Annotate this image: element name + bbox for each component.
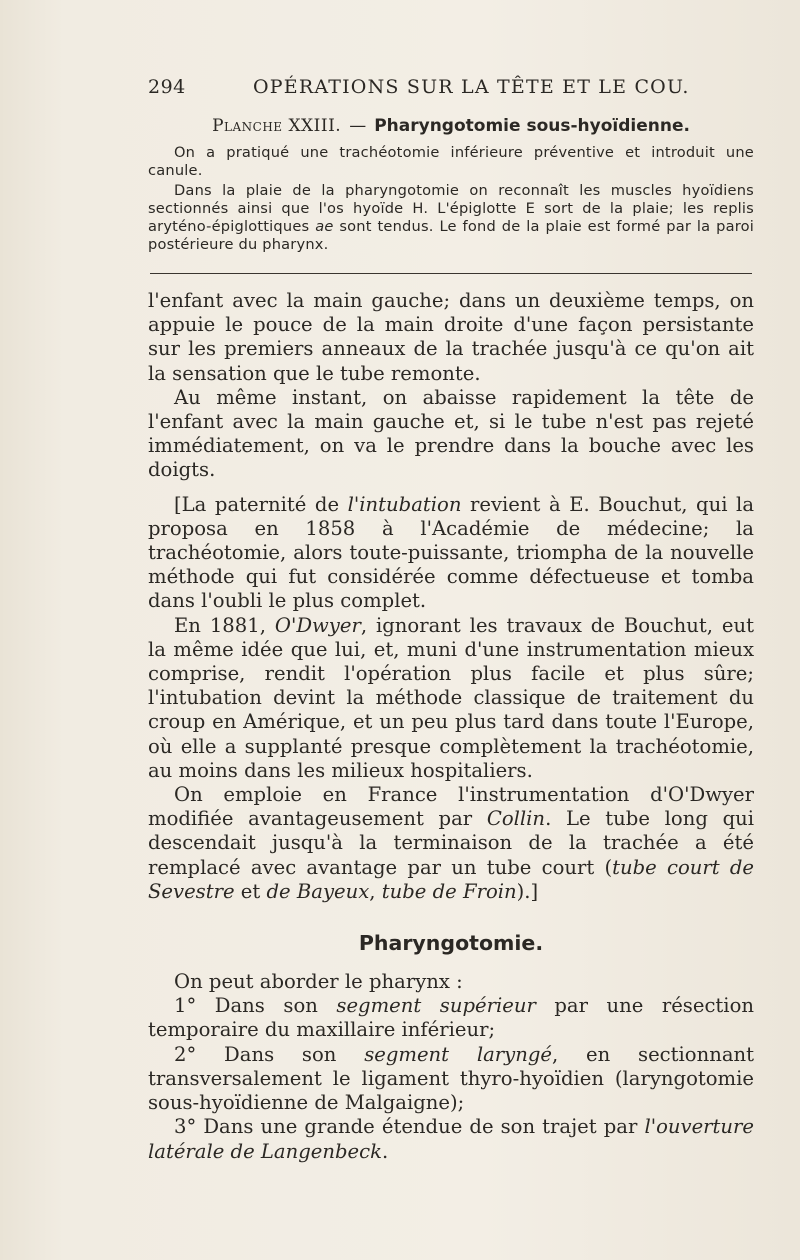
caption-paragraph-1: On a pratiqué une trachéotomie inférieure préventive et introduit une canule. — [148, 144, 754, 179]
paragraph-1: l'enfant avec la main gauche; dans un deuxième temps, on appuie le pouce de la main droite d'une façon persistante sur les premiers anneaux de la trachée jusqu'à ce qu'on ait la sensation que le tube remonte. — [148, 289, 754, 385]
italic-run: de Bayeux — [266, 879, 370, 903]
caption-paragraph-2 — [148, 182, 754, 254]
italic-run: segment laryngé — [364, 1042, 552, 1066]
text-run: , ignorant les travaux de Bouchut, eut la même idée que lui, et, muni d'une instrumentation mieux comprise, rendit l'opération plus facile et plus sûre; l'intubation devint la méthode classique de traitement du croup en Amérique, et un peu plus tard dans toute l'Europe, où elle a supplanté presque complètement la trachéotomie, au moins dans les milieux hospitaliers. — [148, 613, 754, 782]
section-title: Pharyngotomie. — [358, 931, 544, 956]
paragraph-8 — [148, 1043, 754, 1116]
italic-run: l'ouverture latérale de Langenbeck — [148, 1115, 754, 1163]
text-run: et — [234, 879, 267, 903]
paragraph-9 — [148, 1115, 754, 1163]
caption-text: sont tendus. Le fond de la plaie est formé par la paroi postérieure du pharynx. — [148, 218, 754, 253]
text-run: 2° Dans son — [174, 1042, 365, 1066]
text-run: , — [369, 879, 382, 903]
italic-run: O'Dwyer — [274, 613, 361, 637]
italic-run: l'intubation — [347, 492, 462, 516]
plate-caption-title — [148, 116, 754, 136]
italic-run: tube de Froin — [381, 879, 517, 903]
paragraph-3 — [148, 493, 754, 614]
plate-caption — [148, 116, 754, 254]
page-header — [148, 76, 754, 102]
italic-run: segment supérieur — [336, 994, 536, 1018]
paragraph-4 — [148, 614, 754, 783]
text-run: , en sectionnant transversalement le ligament thyro-hyoïdien (laryngotomie sous-hyoïdienne de Malgaigne); — [148, 1042, 755, 1115]
text-run: 1° Dans son — [174, 994, 337, 1018]
text-run: revient à E. Bouchut, qui la proposa en 1858 à l'Académie de médecine; la trachéotomie, alors toute-puissante, triompha de la nouvelle méthode qui fut considérée comme défectueuse et tomba dans l'oubli le plus complet. — [148, 492, 754, 613]
italic-run: Collin — [486, 807, 546, 831]
plate-label: Planche XXIII. — [212, 116, 342, 136]
text-run: On emploie en France l'instrumentation d'O'Dwyer modifiée avantageusement par — [148, 783, 754, 831]
caption-dash: — — [349, 116, 367, 136]
italic-run: tube court de Sevestre — [148, 855, 754, 903]
caption-divider — [150, 273, 752, 274]
text-run: [La paternité de — [174, 492, 348, 516]
text-run: 3° Dans une grande étendue de son trajet par — [174, 1115, 645, 1139]
body-text — [148, 289, 754, 1164]
plate-title: Pharyngotomie sous-hyoïdienne. — [374, 116, 690, 136]
paragraph-7 — [148, 994, 754, 1042]
paragraph-2: Au même instant, on abaisse rapidement la tête de l'enfant avec la main gauche et, si le tube n'est pas rejeté immédiatement, on va le prendre dans la bouche avec les doigts. — [148, 385, 754, 482]
paragraph-6: On peut aborder le pharynx : — [174, 970, 463, 994]
paragraph-5 — [148, 783, 754, 904]
caption-text: Dans la plaie de la pharyngotomie on reconnaît les muscles hyoïdiens sectionnés ainsi que l'os hyoïde H. L'épiglotte E sort de la plaie; les replis aryténo-épiglottiques — [148, 182, 754, 235]
text-run: par une résection temporaire du maxillaire inférieur; — [148, 994, 754, 1042]
text-run: . — [381, 1139, 389, 1163]
text-run: . Le tube long qui descendait jusqu'à la terminaison de la trachée a été remplacé avec avantage par un tube court ( — [148, 807, 754, 879]
caption-italic: ae — [315, 218, 334, 235]
text-run: ).] — [516, 879, 539, 903]
text-run: En 1881, — [174, 613, 275, 637]
page-number: 294 — [148, 76, 186, 98]
running-title: OPÉRATIONS SUR LA TÊTE ET LE COU. — [253, 76, 690, 98]
